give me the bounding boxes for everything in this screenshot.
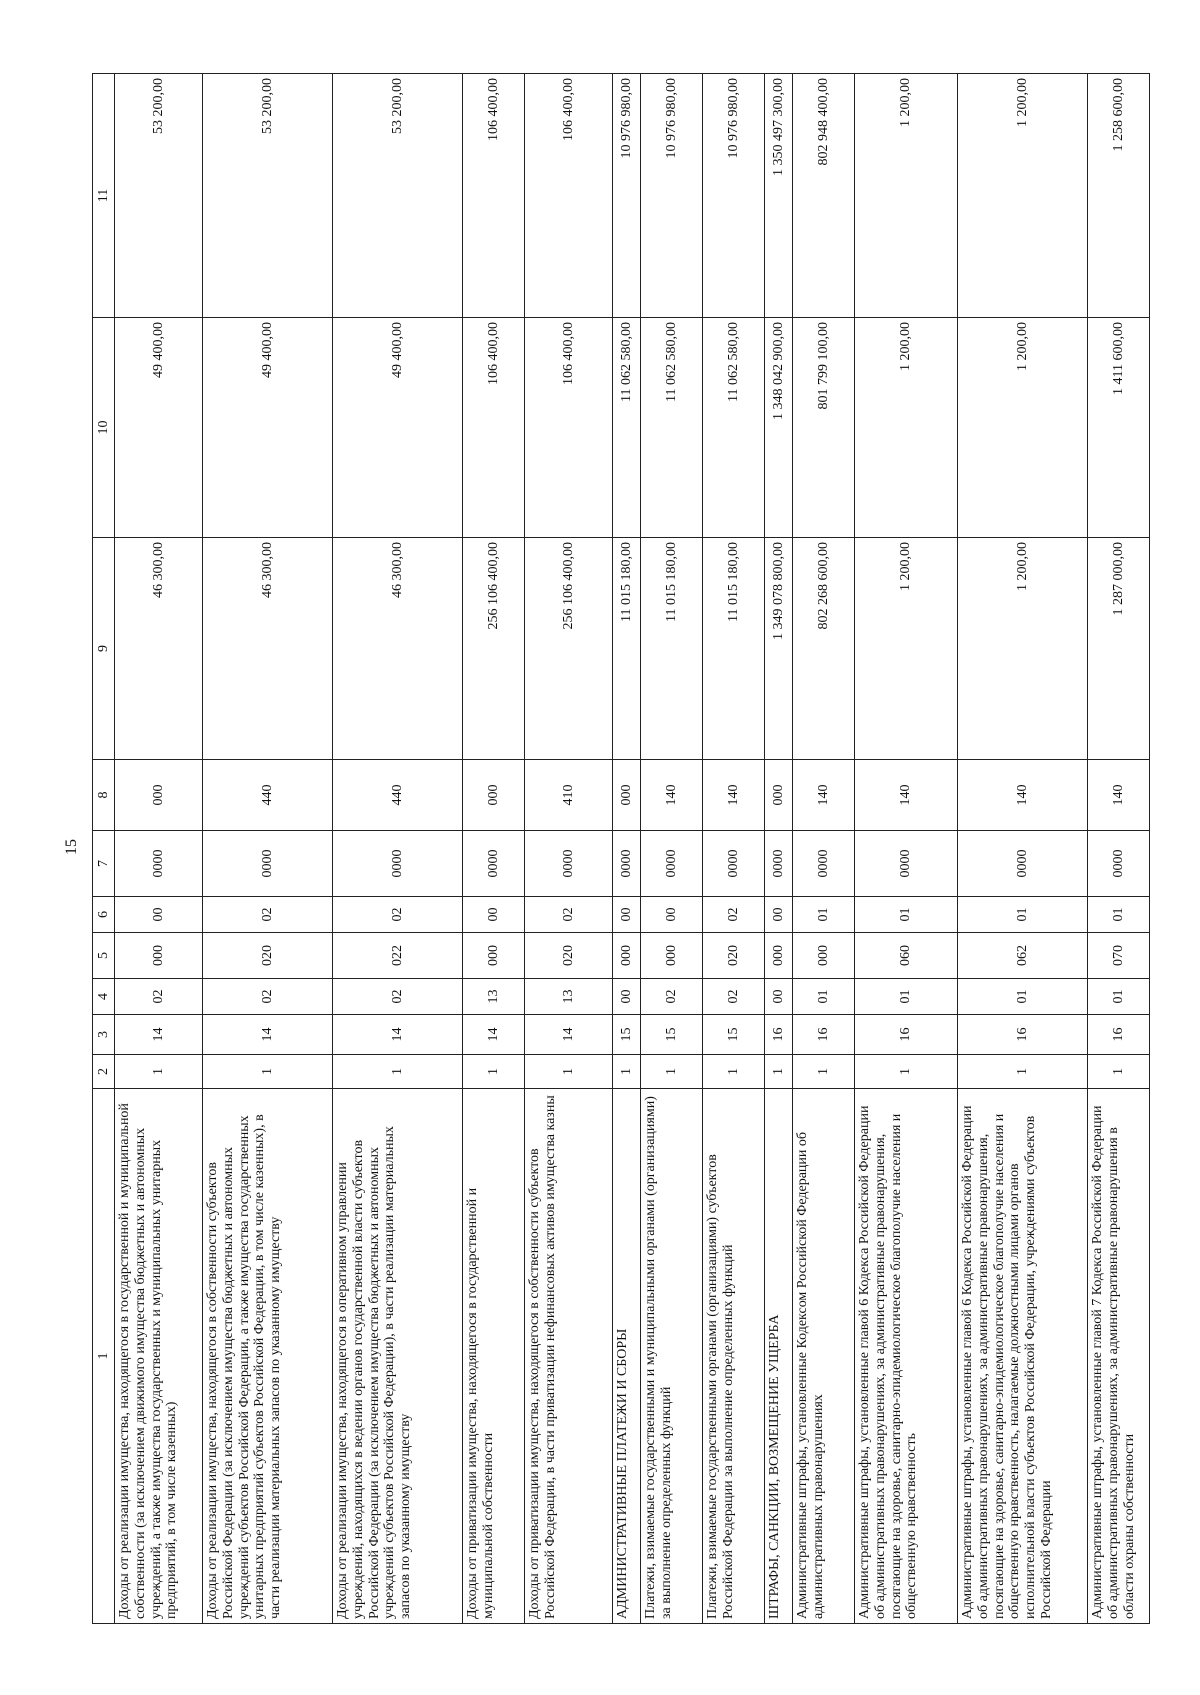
code-cell: 00 [463, 897, 525, 933]
code-cell: 000 [765, 933, 793, 979]
code-cell: 14 [203, 1015, 333, 1055]
code-cell: 13 [525, 979, 613, 1015]
table-row [855, 74, 958, 1624]
table-header-row [93, 74, 115, 1624]
code-cell: 00 [641, 897, 703, 933]
amount-cell: 106 400,00 [463, 74, 525, 318]
amount-cell: 46 300,00 [333, 538, 463, 760]
code-cell: 01 [793, 897, 855, 933]
code-cell: 1 [855, 1055, 958, 1089]
amount-cell: 801 799 100,00 [793, 318, 855, 538]
rotated-document-area [92, 74, 1150, 1624]
code-cell: 000 [613, 760, 641, 831]
page-number: 15 [63, 839, 80, 855]
code-cell: 16 [958, 1015, 1088, 1055]
code-cell: 14 [463, 1015, 525, 1055]
amount-cell: 53 200,00 [333, 74, 463, 318]
code-cell: 02 [333, 897, 463, 933]
amount-cell: 46 300,00 [203, 538, 333, 760]
code-cell: 01 [855, 897, 958, 933]
code-cell: 01 [958, 897, 1088, 933]
code-cell: 1 [765, 1055, 793, 1089]
amount-cell: 10 976 980,00 [641, 74, 703, 318]
table-row [613, 74, 641, 1624]
code-cell: 000 [115, 760, 203, 831]
code-cell: 00 [115, 897, 203, 933]
code-cell: 020 [703, 933, 765, 979]
row-name: Доходы от реализации имущества, находящегося в собственности субъектов Российской Федерации (за исключением имущества бюджетных и автономных учреждений субъектов Российской Федерации, а также имущества государственных унитарных предприятий субъектов Российской Федерации, в том числе казенных), в части реализации материальных запасов по указанному имуществу [203, 1089, 333, 1624]
amount-cell: 1 411 600,00 [1088, 318, 1150, 538]
amount-cell: 256 106 400,00 [463, 538, 525, 760]
code-cell: 0000 [203, 831, 333, 897]
row-name: Платежи, взимаемые государственными и муниципальными органами (организациями) за выполнение определенных функций [641, 1089, 703, 1624]
code-cell: 00 [765, 897, 793, 933]
table-row [463, 74, 525, 1624]
code-cell: 0000 [1088, 831, 1150, 897]
code-cell: 0000 [613, 831, 641, 897]
code-cell: 1 [525, 1055, 613, 1089]
table-row [333, 74, 463, 1624]
row-name: ШТРАФЫ, САНКЦИИ, ВОЗМЕЩЕНИЕ УЩЕРБА [765, 1089, 793, 1624]
column-header: 4 [93, 979, 115, 1015]
code-cell: 022 [333, 933, 463, 979]
code-cell: 440 [203, 760, 333, 831]
row-name: Платежи, взимаемые государственными органами (организациями) субъектов Российской Федерации за выполнение определенных функций [703, 1089, 765, 1624]
code-cell: 16 [793, 1015, 855, 1055]
amount-cell: 49 400,00 [333, 318, 463, 538]
column-header: 11 [93, 74, 115, 318]
code-cell: 000 [463, 760, 525, 831]
code-cell: 14 [115, 1015, 203, 1055]
revenue-table [92, 73, 1150, 1624]
row-name: Доходы от приватизации имущества, находящегося в государственной и муниципальной собственности [463, 1089, 525, 1624]
amount-cell: 10 976 980,00 [613, 74, 641, 318]
code-cell: 16 [765, 1015, 793, 1055]
amount-cell: 1 350 497 300,00 [765, 74, 793, 318]
amount-cell: 106 400,00 [525, 318, 613, 538]
row-name: АДМИНИСТРАТИВНЫЕ ПЛАТЕЖИ И СБОРЫ [613, 1089, 641, 1624]
row-name: Административные штрафы, установленные главой 6 Кодекса Российской Федерации об административных правонарушениях, за административные правонарушения, посягающие на здоровье, санитарно-эпидемиологическое благополучие населения и общественную нравственность [855, 1089, 958, 1624]
amount-cell: 1 200,00 [855, 318, 958, 538]
table-row [641, 74, 703, 1624]
code-cell: 140 [1088, 760, 1150, 831]
code-cell: 15 [613, 1015, 641, 1055]
code-cell: 0000 [703, 831, 765, 897]
code-cell: 000 [793, 933, 855, 979]
code-cell: 070 [1088, 933, 1150, 979]
code-cell: 00 [765, 979, 793, 1015]
code-cell: 15 [703, 1015, 765, 1055]
code-cell: 410 [525, 760, 613, 831]
code-cell: 1 [1088, 1055, 1150, 1089]
amount-cell: 49 400,00 [115, 318, 203, 538]
code-cell: 060 [855, 933, 958, 979]
code-cell: 16 [855, 1015, 958, 1055]
code-cell: 01 [1088, 979, 1150, 1015]
column-header: 6 [93, 897, 115, 933]
row-name: Доходы от приватизации имущества, находящегося в собственности субъектов Российской Федерации, в части приватизации нефинансовых активов имущества казны [525, 1089, 613, 1624]
amount-cell: 1 258 600,00 [1088, 74, 1150, 318]
code-cell: 020 [525, 933, 613, 979]
code-cell: 000 [765, 760, 793, 831]
column-header: 9 [93, 538, 115, 760]
code-cell: 020 [203, 933, 333, 979]
code-cell: 0000 [525, 831, 613, 897]
code-cell: 1 [641, 1055, 703, 1089]
code-cell: 1 [463, 1055, 525, 1089]
code-cell: 440 [333, 760, 463, 831]
amount-cell: 11 062 580,00 [613, 318, 641, 538]
code-cell: 01 [958, 979, 1088, 1015]
code-cell: 140 [958, 760, 1088, 831]
amount-cell: 1 200,00 [958, 318, 1088, 538]
amount-cell: 802 268 600,00 [793, 538, 855, 760]
column-header: 10 [93, 318, 115, 538]
table-row [958, 74, 1088, 1624]
amount-cell: 53 200,00 [203, 74, 333, 318]
row-name: Доходы от реализации имущества, находящегося в государственной и муниципальной собственности (за исключением движимого имущества бюджетных и автономных учреждений, а также имущества государственных и муниципальных унитарных предприятий, в том числе казенных) [115, 1089, 203, 1624]
row-name: Административные штрафы, установленные Кодексом Российской Федерации об административных правонарушениях [793, 1089, 855, 1624]
code-cell: 02 [203, 897, 333, 933]
code-cell: 000 [641, 933, 703, 979]
amount-cell: 256 106 400,00 [525, 538, 613, 760]
amount-cell: 46 300,00 [115, 538, 203, 760]
amount-cell: 1 287 000,00 [1088, 538, 1150, 760]
amount-cell: 49 400,00 [203, 318, 333, 538]
code-cell: 0000 [463, 831, 525, 897]
code-cell: 02 [115, 979, 203, 1015]
code-cell: 1 [333, 1055, 463, 1089]
amount-cell: 106 400,00 [525, 74, 613, 318]
amount-cell: 11 062 580,00 [703, 318, 765, 538]
code-cell: 14 [333, 1015, 463, 1055]
column-header: 2 [93, 1055, 115, 1089]
code-cell: 000 [463, 933, 525, 979]
table-row [1088, 74, 1150, 1624]
code-cell: 1 [703, 1055, 765, 1089]
code-cell: 00 [613, 897, 641, 933]
code-cell: 02 [525, 897, 613, 933]
code-cell: 02 [333, 979, 463, 1015]
code-cell: 02 [641, 979, 703, 1015]
code-cell: 0000 [793, 831, 855, 897]
amount-cell: 1 200,00 [958, 538, 1088, 760]
column-header: 7 [93, 831, 115, 897]
row-name: Доходы от реализации имущества, находящегося в оперативном управлении учреждений, находящихся в ведении органов государственной власти субъектов Российской Федерации (за исключением имущества бюджетных и автономных учреждений субъектов Российской Федерации), в части реализации материальных запасов по указанному имуществу [333, 1089, 463, 1624]
code-cell: 1 [613, 1055, 641, 1089]
code-cell: 15 [641, 1015, 703, 1055]
column-header: 1 [93, 1089, 115, 1624]
code-cell: 0000 [958, 831, 1088, 897]
code-cell: 02 [203, 979, 333, 1015]
amount-cell: 1 348 042 900,00 [765, 318, 793, 538]
amount-cell: 11 015 180,00 [703, 538, 765, 760]
code-cell: 0000 [641, 831, 703, 897]
code-cell: 000 [115, 933, 203, 979]
code-cell: 140 [855, 760, 958, 831]
code-cell: 1 [958, 1055, 1088, 1089]
amount-cell: 802 948 400,00 [793, 74, 855, 318]
table-row [703, 74, 765, 1624]
amount-cell: 1 200,00 [958, 74, 1088, 318]
code-cell: 140 [641, 760, 703, 831]
amount-cell: 1 200,00 [855, 74, 958, 318]
amount-cell: 1 200,00 [855, 538, 958, 760]
row-name: Административные штрафы, установленные главой 7 Кодекса Российской Федерации об административных правонарушениях, за административные правонарушения в области охраны собственности [1088, 1089, 1150, 1624]
code-cell: 140 [703, 760, 765, 831]
column-header: 3 [93, 1015, 115, 1055]
code-cell: 140 [793, 760, 855, 831]
code-cell: 0000 [765, 831, 793, 897]
table-row [765, 74, 793, 1624]
table-row [525, 74, 613, 1624]
table-row [793, 74, 855, 1624]
table-row [203, 74, 333, 1624]
amount-cell: 1 349 078 800,00 [765, 538, 793, 760]
amount-cell: 106 400,00 [463, 318, 525, 538]
code-cell: 1 [793, 1055, 855, 1089]
code-cell: 02 [703, 897, 765, 933]
row-name: Административные штрафы, установленные главой 6 Кодекса Российской Федерации об административных правонарушениях, за административные правонарушения, посягающие на здоровье, санитарно-эпидемиологическое благополучие населения и общественную нравственность, налагаемые должностными лицами органов исполнительной власти субъектов Российской Федерации, учреждениями субъектов Российской Федерации [958, 1089, 1088, 1624]
code-cell: 02 [703, 979, 765, 1015]
amount-cell: 10 976 980,00 [703, 74, 765, 318]
code-cell: 1 [203, 1055, 333, 1089]
amount-cell: 11 015 180,00 [641, 538, 703, 760]
code-cell: 0000 [855, 831, 958, 897]
code-cell: 01 [1088, 897, 1150, 933]
code-cell: 16 [1088, 1015, 1150, 1055]
code-cell: 062 [958, 933, 1088, 979]
code-cell: 000 [613, 933, 641, 979]
code-cell: 0000 [333, 831, 463, 897]
code-cell: 01 [793, 979, 855, 1015]
code-cell: 01 [855, 979, 958, 1015]
table-row [115, 74, 203, 1624]
code-cell: 0000 [115, 831, 203, 897]
column-header: 5 [93, 933, 115, 979]
amount-cell: 53 200,00 [115, 74, 203, 318]
code-cell: 00 [613, 979, 641, 1015]
code-cell: 13 [463, 979, 525, 1015]
column-header: 8 [93, 760, 115, 831]
code-cell: 1 [115, 1055, 203, 1089]
amount-cell: 11 062 580,00 [641, 318, 703, 538]
code-cell: 14 [525, 1015, 613, 1055]
amount-cell: 11 015 180,00 [613, 538, 641, 760]
